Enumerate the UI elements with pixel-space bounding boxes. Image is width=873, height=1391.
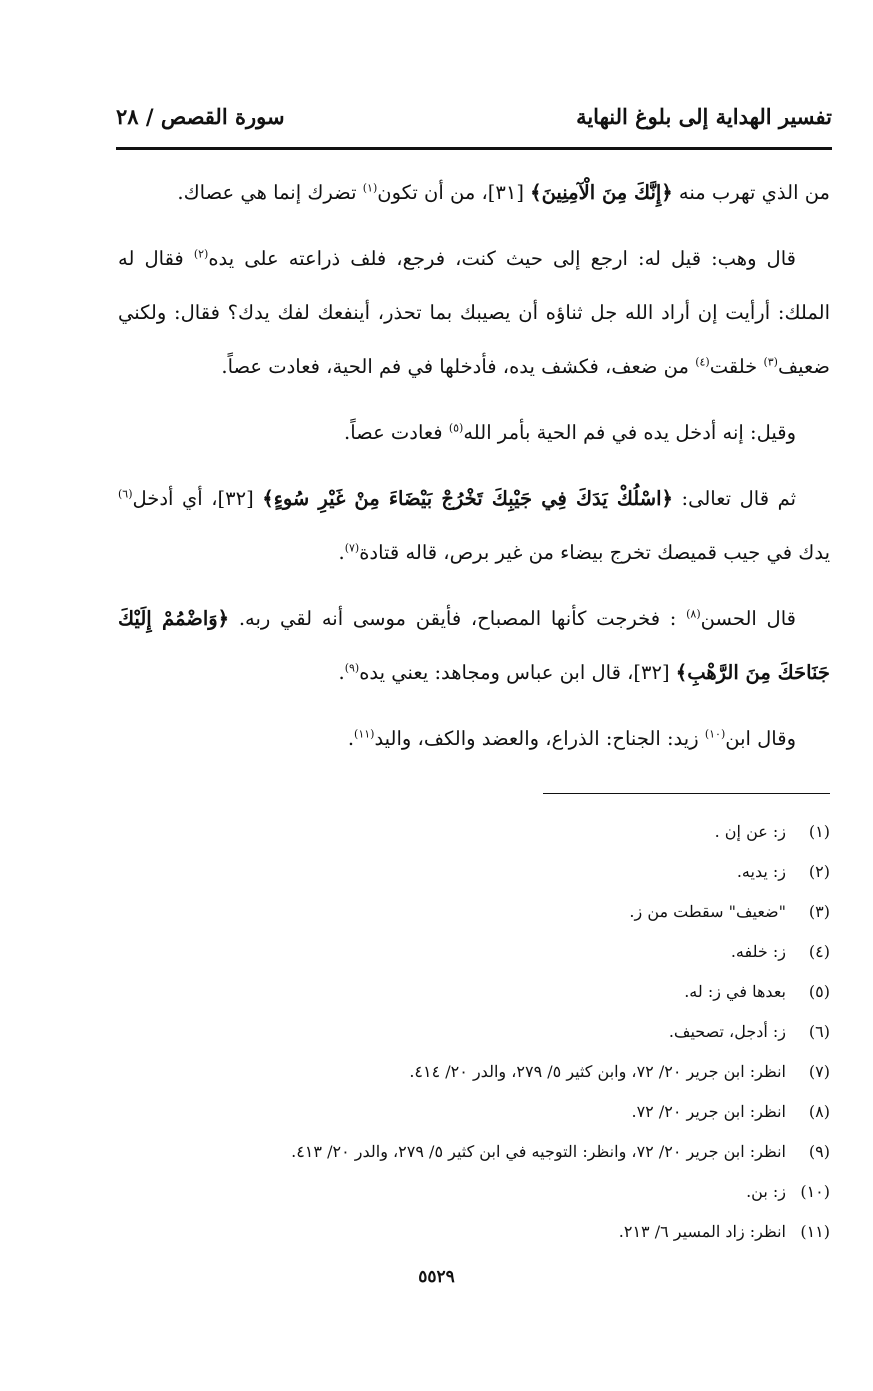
quran-verse: ﴿إِنَّكَ مِنَ الْآمِنِينَ﴾ xyxy=(530,181,673,204)
footnote-item xyxy=(130,932,830,972)
footnote-number: (٨) xyxy=(808,1102,830,1121)
footnote-item xyxy=(130,1212,830,1252)
footnote-text: ز: خلفه. xyxy=(730,942,786,961)
footnote-text: ز: بن. xyxy=(746,1182,786,1201)
footnote-item xyxy=(130,1132,830,1172)
paragraph xyxy=(118,472,830,580)
text-run: قال الحسن xyxy=(700,607,796,630)
footnote-ref[interactable]: (٥) xyxy=(448,421,464,435)
footnote-ref[interactable]: (٦) xyxy=(118,487,133,501)
footnote-number: (٥) xyxy=(808,982,830,1001)
text-run: [٣٢]، أي أدخل xyxy=(132,487,263,510)
text-run: خلقت xyxy=(709,355,764,378)
footnote-separator xyxy=(543,793,830,794)
footnote-text: انظر: ابن جرير ٢٠/ ٧٢. xyxy=(631,1102,786,1121)
text-run: [٣٢]، قال ابن عباس ومجاهد: يعني يده xyxy=(359,661,676,684)
footnote-item xyxy=(130,892,830,932)
text-run: وقال ابن xyxy=(725,727,796,750)
footnote-text: انظر: زاد المسير ٦/ ٢١٣. xyxy=(618,1222,786,1241)
text-run: وقيل: إنه أدخل يده في فم الحية بأمر الله xyxy=(463,421,796,444)
running-header xyxy=(116,104,832,144)
footnote-number: (٩) xyxy=(808,1142,830,1161)
text-run: من الذي تهرب منه xyxy=(672,181,830,204)
footnote-number: (١١) xyxy=(800,1222,830,1241)
text-run: : فخرجت كأنها المصباح، فأيقن موسى أنه لقي ربه. xyxy=(229,607,687,630)
footnotes-list xyxy=(130,812,830,1252)
footnote-text: انظر: ابن جرير ٢٠/ ٧٢، وانظر: التوجيه في ابن كثير ٥/ ٢٧٩، والدر ٢٠/ ٤١٣. xyxy=(291,1142,786,1161)
footnote-ref[interactable]: (١) xyxy=(362,181,378,195)
footnote-item xyxy=(130,812,830,852)
footnote-number: (١٠) xyxy=(800,1182,830,1201)
footnote-text: انظر: ابن جرير ٢٠/ ٧٢، وابن كثير ٥/ ٢٧٩، والدر ٢٠/ ٤١٤. xyxy=(409,1062,786,1081)
header-rule xyxy=(116,147,832,150)
quran-verse: ﴿وَاضْمُمْ إِلَيْكَ جَنَاحَكَ مِنَ الرَّهْبِ﴾ xyxy=(118,607,830,684)
footnote-number: (١) xyxy=(808,822,830,841)
footnote-number: (٧) xyxy=(808,1062,830,1081)
footnote-item xyxy=(130,1052,830,1092)
surah-title: سورة القصص / ٢٨ xyxy=(116,104,285,129)
text-run: فقال له الملك: أرأيت إن أراد الله جل ثناؤه أن يصيبك بما تحذر، أينفعك لفك يدك؟ فقال: ولكني ضعيف xyxy=(118,247,830,378)
footnote-item xyxy=(130,1092,830,1132)
text-run: ثم قال تعالى: xyxy=(672,487,796,510)
text-run: . xyxy=(338,541,345,564)
text-run: تضرك إنما هي عصاك. xyxy=(177,181,363,204)
footnote-ref[interactable]: (٩) xyxy=(344,661,360,675)
text-run: زيد: الجناح: الذراع، والعضد والكف، واليد xyxy=(374,727,705,750)
paragraph xyxy=(118,712,830,766)
text-run: يدك في جيب قميصك تخرج بيضاء من غير برص، قاله قتادة xyxy=(359,541,830,564)
paragraph xyxy=(118,406,830,460)
quran-verse: ﴿اسْلُكْ يَدَكَ فِي جَيْبِكَ تَخْرُجْ بَيْضَاءَ مِنْ غَيْرِ سُوءٍ﴾ xyxy=(262,487,673,510)
footnote-ref[interactable]: (٣) xyxy=(763,355,778,369)
footnote-text: "ضعيف" سقطت من ز. xyxy=(629,902,786,921)
footnote-text: بعدها في ز: له. xyxy=(684,982,786,1001)
footnote-number: (٤) xyxy=(808,942,830,961)
text-run: قال وهب: قيل له: ارجع إلى حيث كنت، فرجع، فلف ذراعته على يده xyxy=(208,247,796,270)
text-run: فعادت عصاً. xyxy=(344,421,449,444)
main-text xyxy=(118,166,830,778)
text-run: . xyxy=(347,727,355,750)
footnote-number: (٣) xyxy=(808,902,830,921)
text-run: . xyxy=(338,661,345,684)
footnote-ref[interactable]: (٢) xyxy=(193,247,209,261)
footnote-text: ز: عن إن . xyxy=(714,822,786,841)
page-number: ٥٥٢٩ xyxy=(418,1267,455,1287)
footnote-ref[interactable]: (١٠) xyxy=(704,727,726,741)
footnote-ref[interactable]: (٨) xyxy=(686,607,701,621)
footnote-number: (٦) xyxy=(808,1022,830,1041)
footnote-number: (٢) xyxy=(808,862,830,881)
footnote-item xyxy=(130,1172,830,1212)
footnote-ref[interactable]: (٤) xyxy=(695,355,710,369)
paragraph xyxy=(118,166,830,220)
footnote-text: ز: أدجل، تصحيف. xyxy=(668,1022,786,1041)
footnote-ref[interactable]: (٧) xyxy=(344,541,360,555)
footnote-item xyxy=(130,972,830,1012)
footnote-text: ز: يديه. xyxy=(736,862,786,881)
footnote-item xyxy=(130,852,830,892)
text-run: من ضعف، فكشف يده، فأدخلها في فم الحية، فعادت عصاً. xyxy=(221,355,696,378)
text-run: [٣١]، من أن تكون xyxy=(377,181,531,204)
footnote-ref[interactable]: (١١) xyxy=(354,727,375,741)
paragraph xyxy=(118,592,830,700)
paragraph xyxy=(118,232,830,394)
footnote-item xyxy=(130,1012,830,1052)
book-title: تفسير الهداية إلى بلوغ النهاية xyxy=(576,104,832,129)
